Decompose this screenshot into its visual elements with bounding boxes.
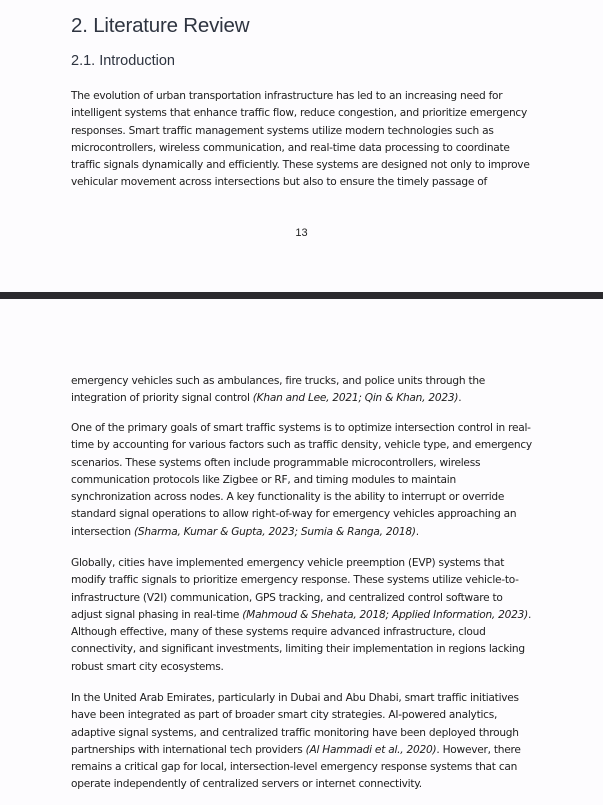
text-line: responses. Smart traffic management systems utilize modern technologies such as xyxy=(71,124,494,137)
document-page-13 xyxy=(0,0,603,292)
citation: (Sharma, Kumar & Gupta, 2023; Sumia & Ranga, 2018) xyxy=(133,525,416,538)
text-line: Although effective, many of these systems require advanced infrastructure, cloud xyxy=(71,626,486,639)
text-line: infrastructure (V2I) communication, GPS tracking, and centralized control software to xyxy=(71,591,503,604)
text-line: robust smart city ecosystems. xyxy=(71,660,224,673)
text-line: time by accounting for various factors such as traffic density, vehicle type, and emergency xyxy=(71,439,532,452)
text-line: connectivity, and significant investments, limiting their implementation in regions lacking xyxy=(71,643,525,656)
text-line: intelligent systems that enhance traffic flow, reduce congestion, and prioritize emergency xyxy=(71,107,528,120)
citation: (Mahmoud & Shehata, 2018; Applied Information, 2023) xyxy=(242,608,528,621)
citation: (Al Hammadi et al., 2020) xyxy=(305,743,437,756)
text-line: have been integrated as part of broader smart city strategies. AI-powered analytics, xyxy=(71,709,498,722)
text-line: operate independently of centralized servers or internet connectivity. xyxy=(71,778,422,791)
page-number: 13 xyxy=(295,227,308,239)
text-line: One of the primary goals of smart traffic systems is to optimize intersection control in real- xyxy=(71,422,531,434)
section-heading-literature-review: 2. Literature Review xyxy=(71,14,250,37)
text-line: synchronization across nodes. A key functionality is the ability to interrupt or override xyxy=(71,491,505,504)
document-page-14 xyxy=(0,299,603,805)
text-line: emergency vehicles such as ambulances, fire trucks, and police units through the xyxy=(71,375,486,387)
paragraph-evp-systems xyxy=(71,555,561,676)
text-line: microcontrollers, wireless communication, and real-time data processing to coordinate xyxy=(71,141,510,154)
text-line: standard signal operations to allow right-of-way for emergency vehicles approaching an xyxy=(71,508,517,521)
text-line: modify traffic signals to prioritize emergency response. These systems utilize vehicle-to- xyxy=(71,574,519,587)
continued-paragraph xyxy=(71,373,561,408)
text-line: traffic signals dynamically and efficiently. These systems are designed not only to improve xyxy=(71,159,530,172)
text-line: Globally, cities have implemented emergency vehicle preemption (EVP) systems that xyxy=(71,557,505,569)
text-line: vehicular movement across intersections but also to ensure the timely passage of xyxy=(71,176,487,189)
text-line: In the United Arab Emirates, particularly in Dubai and Abu Dhabi, smart traffic initiatives xyxy=(71,692,519,704)
paragraph-intersection-control xyxy=(71,420,561,541)
text-run: intersection xyxy=(71,525,134,538)
text-run: adjust signal phasing in real-time xyxy=(71,608,243,621)
text-line: communication protocols like Zigbee or RF, and timing modules to maintain xyxy=(71,473,456,486)
intro-paragraph-1 xyxy=(71,88,561,192)
text-run: . xyxy=(415,525,419,538)
text-run: partnerships with international tech providers xyxy=(71,743,306,756)
text-run: . However, there xyxy=(436,743,521,756)
text-line: adaptive signal systems, and centralized traffic monitoring have been deployed through xyxy=(71,726,519,739)
page-break-separator xyxy=(0,292,603,299)
text-line xyxy=(71,742,561,759)
text-line: The evolution of urban transportation infrastructure has led to an increasing need for xyxy=(71,90,503,102)
text-run: . xyxy=(527,608,532,621)
paragraph-uae-initiatives xyxy=(71,690,561,794)
text-line xyxy=(71,390,561,407)
text-run: integration of priority signal control xyxy=(71,392,253,405)
citation: (Khan and Lee, 2021; Qin & Khan, 2023) xyxy=(252,392,459,405)
text-line xyxy=(71,607,561,624)
text-line xyxy=(71,524,561,541)
text-line: scenarios. These systems often include programmable microcontrollers, wireless xyxy=(71,456,481,469)
subsection-heading-introduction: 2.1. Introduction xyxy=(71,53,175,69)
text-run: . xyxy=(458,392,462,405)
text-line: remains a critical gap for local, intersection-level emergency response systems that can xyxy=(71,761,518,774)
